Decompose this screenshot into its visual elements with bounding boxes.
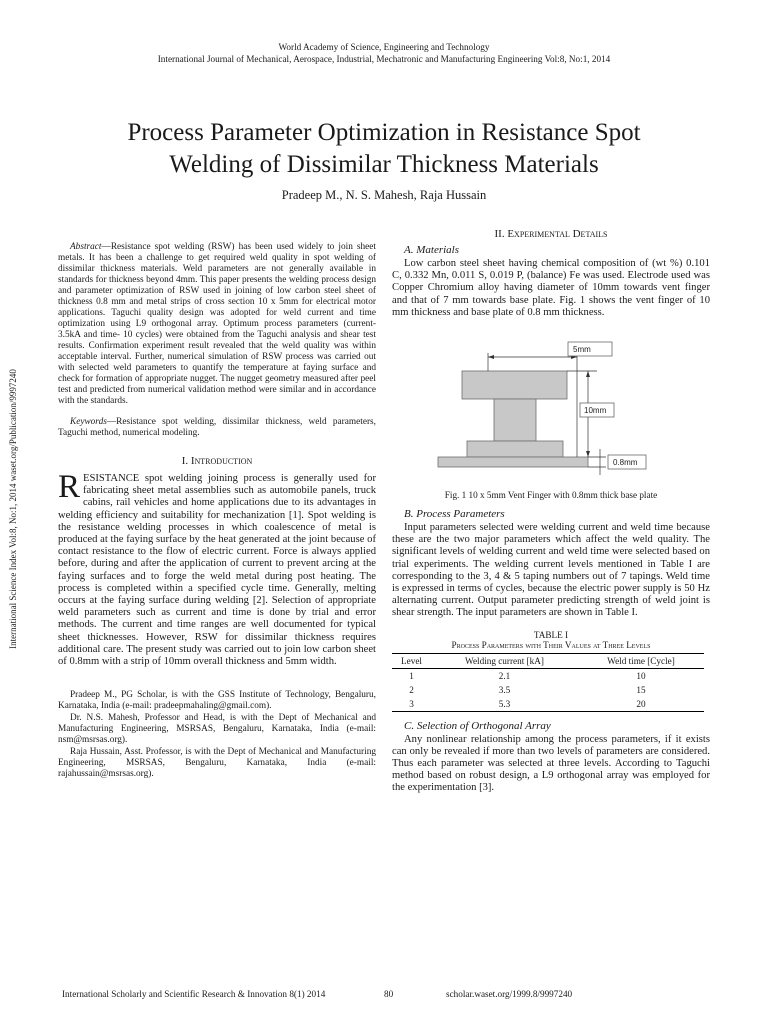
table-row	[392, 697, 704, 712]
abstract-label: Abstract	[70, 242, 102, 252]
table-row	[392, 683, 704, 697]
authors: Pradeep M., N. S. Mahesh, Raja Hussain	[281, 188, 487, 202]
col-header-level: Level	[392, 653, 431, 668]
table-cell: 1	[409, 670, 414, 681]
table-cell: 3.5	[498, 684, 511, 695]
arrow-head	[586, 371, 590, 377]
dimension-label-0-8mm: 0.8mm	[613, 458, 638, 468]
keywords	[58, 417, 376, 439]
vent-finger-bottom	[467, 441, 563, 457]
arrow-head	[488, 355, 494, 359]
table-cell: 2	[409, 684, 414, 695]
intro-paragraph	[58, 469, 376, 668]
section-heading-introduction: I. Introduction	[181, 455, 253, 467]
vent-finger-diagram	[392, 329, 710, 479]
footer-left: International Scholarly and Scientific Research & Innovation 8(1) 2014	[62, 989, 326, 999]
keywords-label: Keywords	[70, 417, 107, 427]
orthogonal-array-text: Any nonlinear relationship among the process parameters, if it exists can only be revealed if more than two levels of parameters are considered. Thus each parameter was selected at three levels. According to Taguchi method based on robust design, a L9 orthogonal array was employed for the experimentation [3].	[392, 733, 710, 794]
section-heading-experimental: II. Experimental Details	[494, 228, 608, 240]
table-caption: Process Parameters with Their Values at Three Levels	[451, 639, 651, 650]
table-1	[392, 630, 710, 712]
table-cell: 10	[636, 670, 646, 681]
paper-title	[40, 117, 728, 181]
table-cell: 2.1	[498, 670, 511, 681]
abstract	[58, 242, 376, 407]
title-line-2: Welding of Dissimilar Thickness Materials	[169, 151, 599, 178]
vent-finger-web	[494, 399, 536, 441]
col-header-time: Weld time [Cycle]	[578, 653, 704, 668]
vent-finger-top-flange	[462, 371, 567, 399]
table-row	[392, 668, 704, 683]
side-index-text: International Science Index Vol:8, No:1, 2014 waset.org/Publication/9997240	[8, 369, 18, 649]
footer-right: scholar.waset.org/1999.8/9997240	[446, 989, 573, 999]
page-number: 80	[384, 989, 394, 999]
subheading-process-parameters: B. Process Parameters	[404, 508, 505, 521]
title-line-1: Process Parameter Optimization in Resistance Spot	[127, 119, 641, 146]
subheading-materials: A. Materials	[404, 244, 459, 256]
figure-1	[392, 329, 710, 500]
parameters-table	[392, 653, 704, 712]
figure-1-caption: Fig. 1 10 x 5mm Vent Finger with 0.8mm thick base plate	[444, 490, 658, 501]
abstract-text: —Resistance spot welding (RSW) has been used widely to join sheet metals. It has been a challenge to get required weld quality in spot welding of dissimilar thickness materials. Weld parameters are not generally available in standards for thickness beyond 4mm. This paper presents the welding process design and parameter optimization of RSW used in joining of low carbon steel sheet of thickness 0.8 mm and metal strips of cross section 10 x 5mm for electrical motor applications. Taguchi quality design was adopted for weld current and time optimization using L9 orthogonal array. Optimum process parameters (current- 3.5kA and time- 10 cycles) were obtained from the Taguchi analysis and shear test results. Confirmation experiment result revealed that the weld quality was within acceptable interval. Further, numerical simulation of RSW process was carried out with selected weld parameters to quantify the temperature at faying surface and check for formation of appropriate nugget. The nugget geometry measured after peel test and predicted from numerical validation method were similar and in accordance with the standards.	[58, 242, 376, 406]
dimension-label-10mm: 10mm	[584, 406, 607, 416]
table-label: TABLE I	[533, 629, 569, 640]
intro-text: ESISTANCE spot welding joining process is generally used for fabricating sheet metal assemblies such as automobile panels, truck cabins, rail vehicles and home applications due to its advantages in welding efficiency and suitability for mechanization [1]. Spot welding is the resistance welding processes in which coalescence of metal is produced at the faying surface by the heat generated at the joint because of contact resistance to the flow of electric current. Force is always applied before, during and after the application of current to prevent arcing at the faying surfaces and to forge the weld metal during post heating. The process is completed within a specified cycle time. Generally, melting occurs at the faying surface during welding [2]. Selection of appropriate weld parameters such as current and time is done by trial and error methods. The current and time ranges are well documented for typical sheet thicknesses. However, RSW for dissimilar thickness requires additional care. The present study was carried out to join low carbon sheet of 0.8mm with a strip of 10mm overall thickness and 5mm width.	[58, 473, 376, 668]
journal-name: International Journal of Mechanical, Aerospace, Industrial, Mechatronic and Manufacturing Engineering Vol:8, No:1, 2014	[157, 54, 611, 64]
footnote-3: Raja Hussain, Asst. Professor, is with the Dept of Mechanical and Manufacturing Engineering, MSRSAS, Bengaluru, Karnataka, India (e-mail: rajahussain@msrsas.org).	[58, 747, 376, 780]
table-header-row	[392, 653, 704, 668]
table-cell: 3	[392, 697, 431, 712]
left-column	[58, 242, 376, 781]
journal-publisher: World Academy of Science, Engineering and Technology	[278, 42, 490, 52]
footnote-2: Dr. N.S. Mahesh, Professor and Head, is with the Dept of Mechanical and Manufacturing Engineering, MSRSAS, Bengaluru, Karnataka, India (e-mail: nsm@msrsas.org).	[58, 713, 376, 746]
dimension-label-5mm: 5mm	[573, 345, 591, 355]
author-footnotes	[58, 690, 376, 780]
table-cell: 15	[636, 684, 646, 695]
table-cell: 5.3	[431, 697, 578, 712]
base-plate	[438, 457, 588, 467]
table-cell: 20	[578, 697, 704, 712]
footnote-1: Pradeep M., PG Scholar, is with the GSS Institute of Technology, Bengaluru, Karnataka, India (e-mail: pradeepmahaling@gmail.com).	[58, 690, 376, 712]
right-column	[392, 228, 710, 795]
process-parameters-text: Input parameters selected were welding current and weld time because these are the two major parameters which affect the weld quality. The significant levels of welding current and weld time were selected based on trial experiments. The welding current levels mentioned in Table I are corresponding to the 3, 4 & 5 taping numbers out of 7 tapings. Weld time is expressed in terms of cycles, because the electric power supply is 50 Hz alternating current. Output parameter predicting strength of weld joint is shear strength. The input parameters are shown in Table I.	[392, 522, 710, 619]
keywords-text: —Resistance spot welding, dissimilar thickness, weld parameters, Taguchi method, numerical modeling.	[58, 417, 376, 438]
materials-text: Low carbon steel sheet having chemical composition of (wt %) 0.101 C, 0.332 Mn, 0.011 S, 0.019 P, (balance) Fe was used. Electrode used was Copper Chromium alloy having diameter of 10mm towards vent finger and that of 7 mm towards base plate. Fig. 1 shows the vent finger of 10 mm thickness and base plate of 0.8 mm thickness.	[392, 258, 710, 318]
subheading-orthogonal-array: C. Selection of Orthogonal Array	[404, 719, 551, 732]
dropcap-letter: R	[58, 469, 81, 505]
arrow-head	[586, 451, 590, 457]
col-header-current: Welding current [kA]	[431, 653, 578, 668]
